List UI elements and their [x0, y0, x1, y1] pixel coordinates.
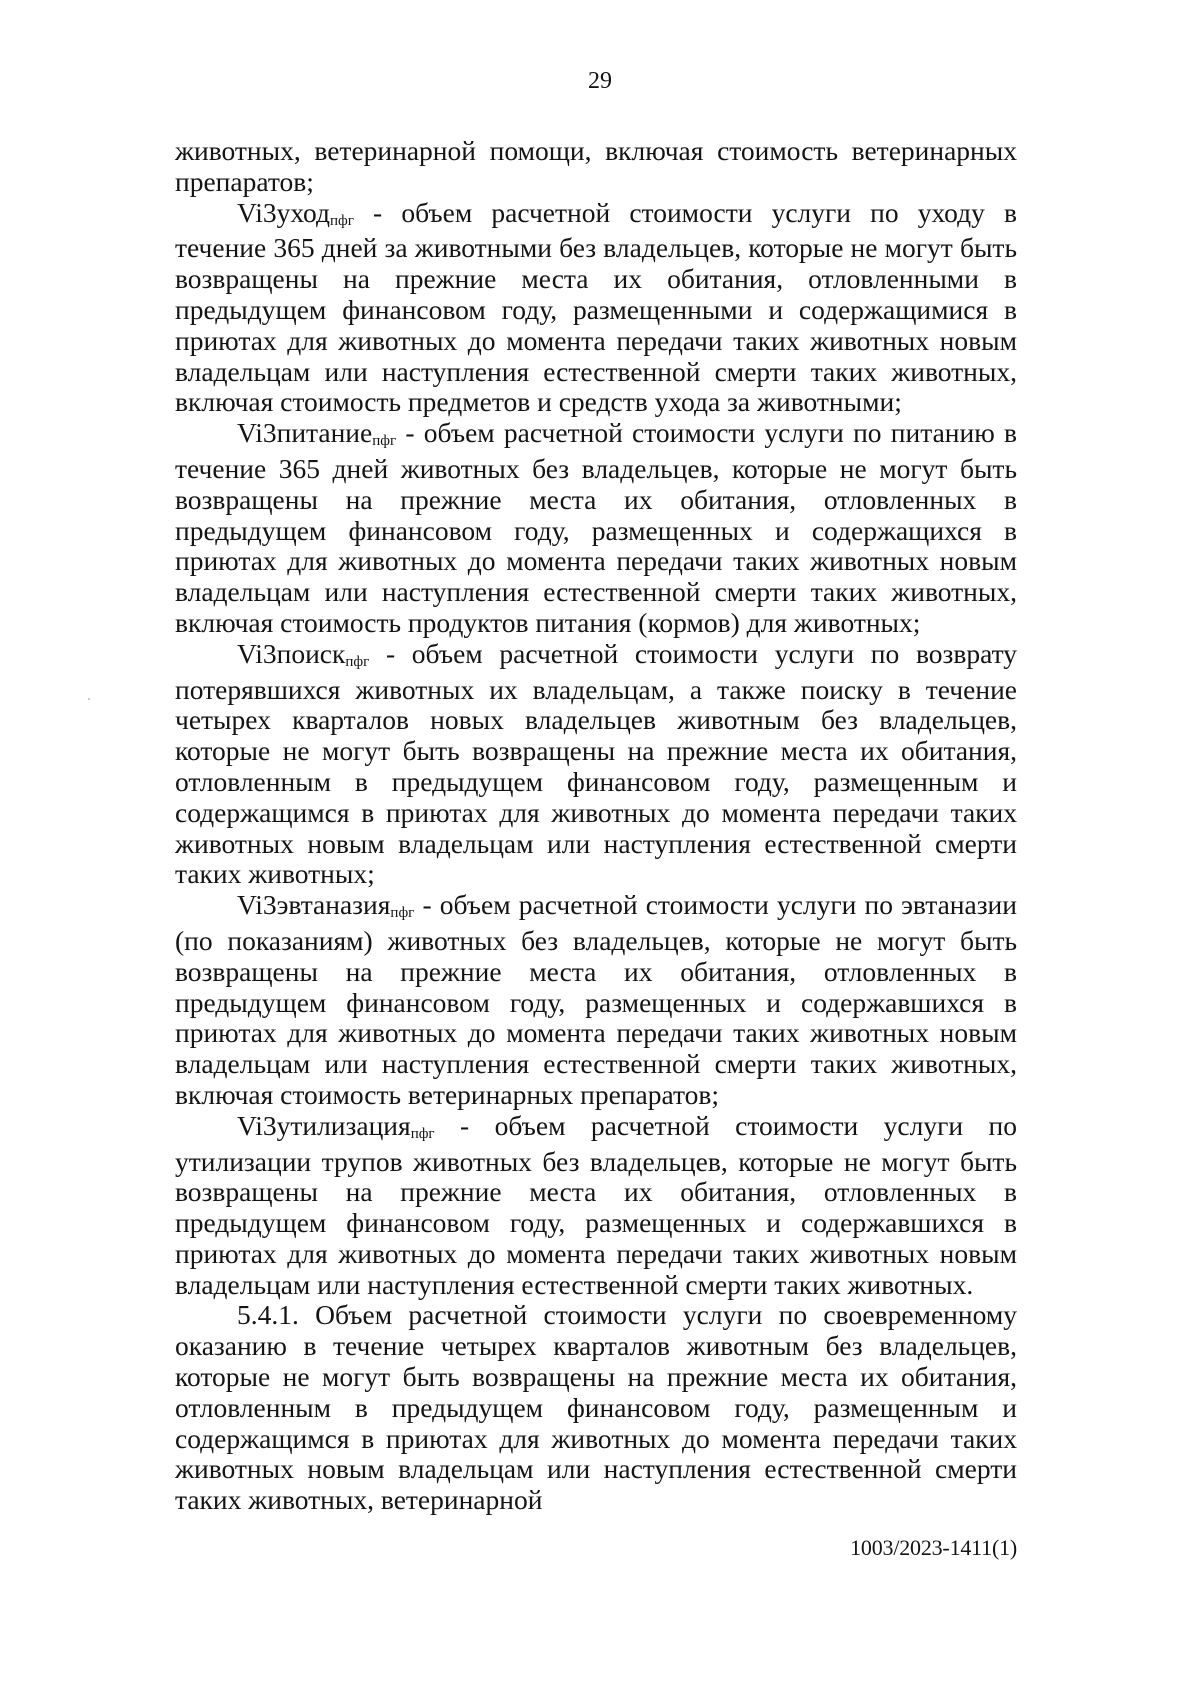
- paragraph-text: 5.4.1. Объем расчетной стоимости услуги по своевременному оказанию в течение четырех кварталов животным без владельцев, которые не могут быть возвращены на прежние места их обитания, отловленным в предыдущем финансовом году, размещенным и содержащимся в приютах для животных до момента передачи таких животных новым владельцам или наступления естественной смерти таких животных, ветеринарной: [175, 1299, 1017, 1516]
- definition-term-subscript: пфг: [372, 433, 397, 450]
- definition-term-subscript: пфг: [390, 905, 415, 922]
- document-body: [175, 136, 1017, 1516]
- paragraph-text: - объем расчетной стоимости услуги по питанию в течение 365 дней животных без владельцев, которые не могут быть возвращены на прежние места их обитания, отловленных в предыдущем финансовом году, размещенных и содержащихся в приютах для животных до момента передачи таких животных новым владельцам или наступления естественной смерти таких животных, включая стоимость продуктов питания (кормов) для животных;: [175, 417, 1017, 638]
- paragraph-text: - объем расчетной стоимости услуги по возврату потерявшихся животных их владельцам, а также поиску в течение четырех кварталов новых владельцев животным без владельцев, которые не могут быть возвращены на прежние места их обитания, отловленным в предыдущем финансовом году, размещенным и содержащимся в приютах для животных до момента передачи таких животных новым владельцам или наступления естественной смерти таких животных;: [175, 637, 1017, 890]
- paragraph-text: - объем расчетной стоимости услуги по эвтаназии (по показаниям) животных без владельцев, которые не могут быть возвращены на прежние места их обитания, отловленных в предыдущем финансовом году, размещенных и содержавшихся в приютах для животных до момента передачи таких животных новым владельцам или наступления естественной смерти таких животных, включая стоимость ветеринарных препаратов;: [175, 889, 1017, 1110]
- paragraph-definition-disposal: [175, 1111, 1017, 1301]
- paragraph-definition-search: [175, 639, 1017, 890]
- paragraph-section-5-4-1: [175, 1300, 1017, 1516]
- definition-term-subscript: пфг: [330, 212, 354, 229]
- definition-term-subscript: пфг: [345, 653, 370, 670]
- paragraph-definition-feeding: [175, 418, 1017, 639]
- paragraph-text: - объем расчетной стоимости услуги по утилизации трупов животных без владельцев, которые не могут быть возвращены на прежние места их обитания, отловленных в предыдущем финансовом году, размещенных и содержавшихся в приютах для животных до момента передачи таких животных новым владельцам или наступления естественной смерти таких животных.: [175, 1109, 1017, 1300]
- definition-term-subscript: пфг: [410, 1125, 435, 1142]
- document-code: 1003/2023-1411(1): [850, 1535, 1017, 1560]
- paragraph-definition-care: [175, 198, 1017, 419]
- definition-term: Vi3питание: [237, 417, 373, 449]
- definition-term: Vi3эвтаназия: [237, 889, 391, 921]
- paragraph-continuation: [175, 136, 1017, 198]
- paragraph-text: животных, ветеринарной помощи, включая стоимость ветеринарных препаратов;: [175, 135, 1017, 197]
- scan-speck: [88, 698, 90, 700]
- page-number: 29: [588, 68, 612, 94]
- definition-term: Vi3утилизация: [237, 1109, 411, 1141]
- definition-term: Vi3поиск: [237, 637, 346, 669]
- definition-term: Vi3уход: [237, 196, 331, 228]
- paragraph-definition-euthanasia: [175, 890, 1017, 1111]
- paragraph-text: - объем расчетной стоимости услуги по уходу в течение 365 дней за животными без владельцев, которые не могут быть возвращены на прежние места их обитания, отловленными в предыдущем финансовом году, размещенными и содержащимися в приютах для животных до момента передачи таких животных новым владельцам или наступления естественной смерти таких животных, включая стоимость предметов и средств ухода за животными;: [175, 196, 1017, 418]
